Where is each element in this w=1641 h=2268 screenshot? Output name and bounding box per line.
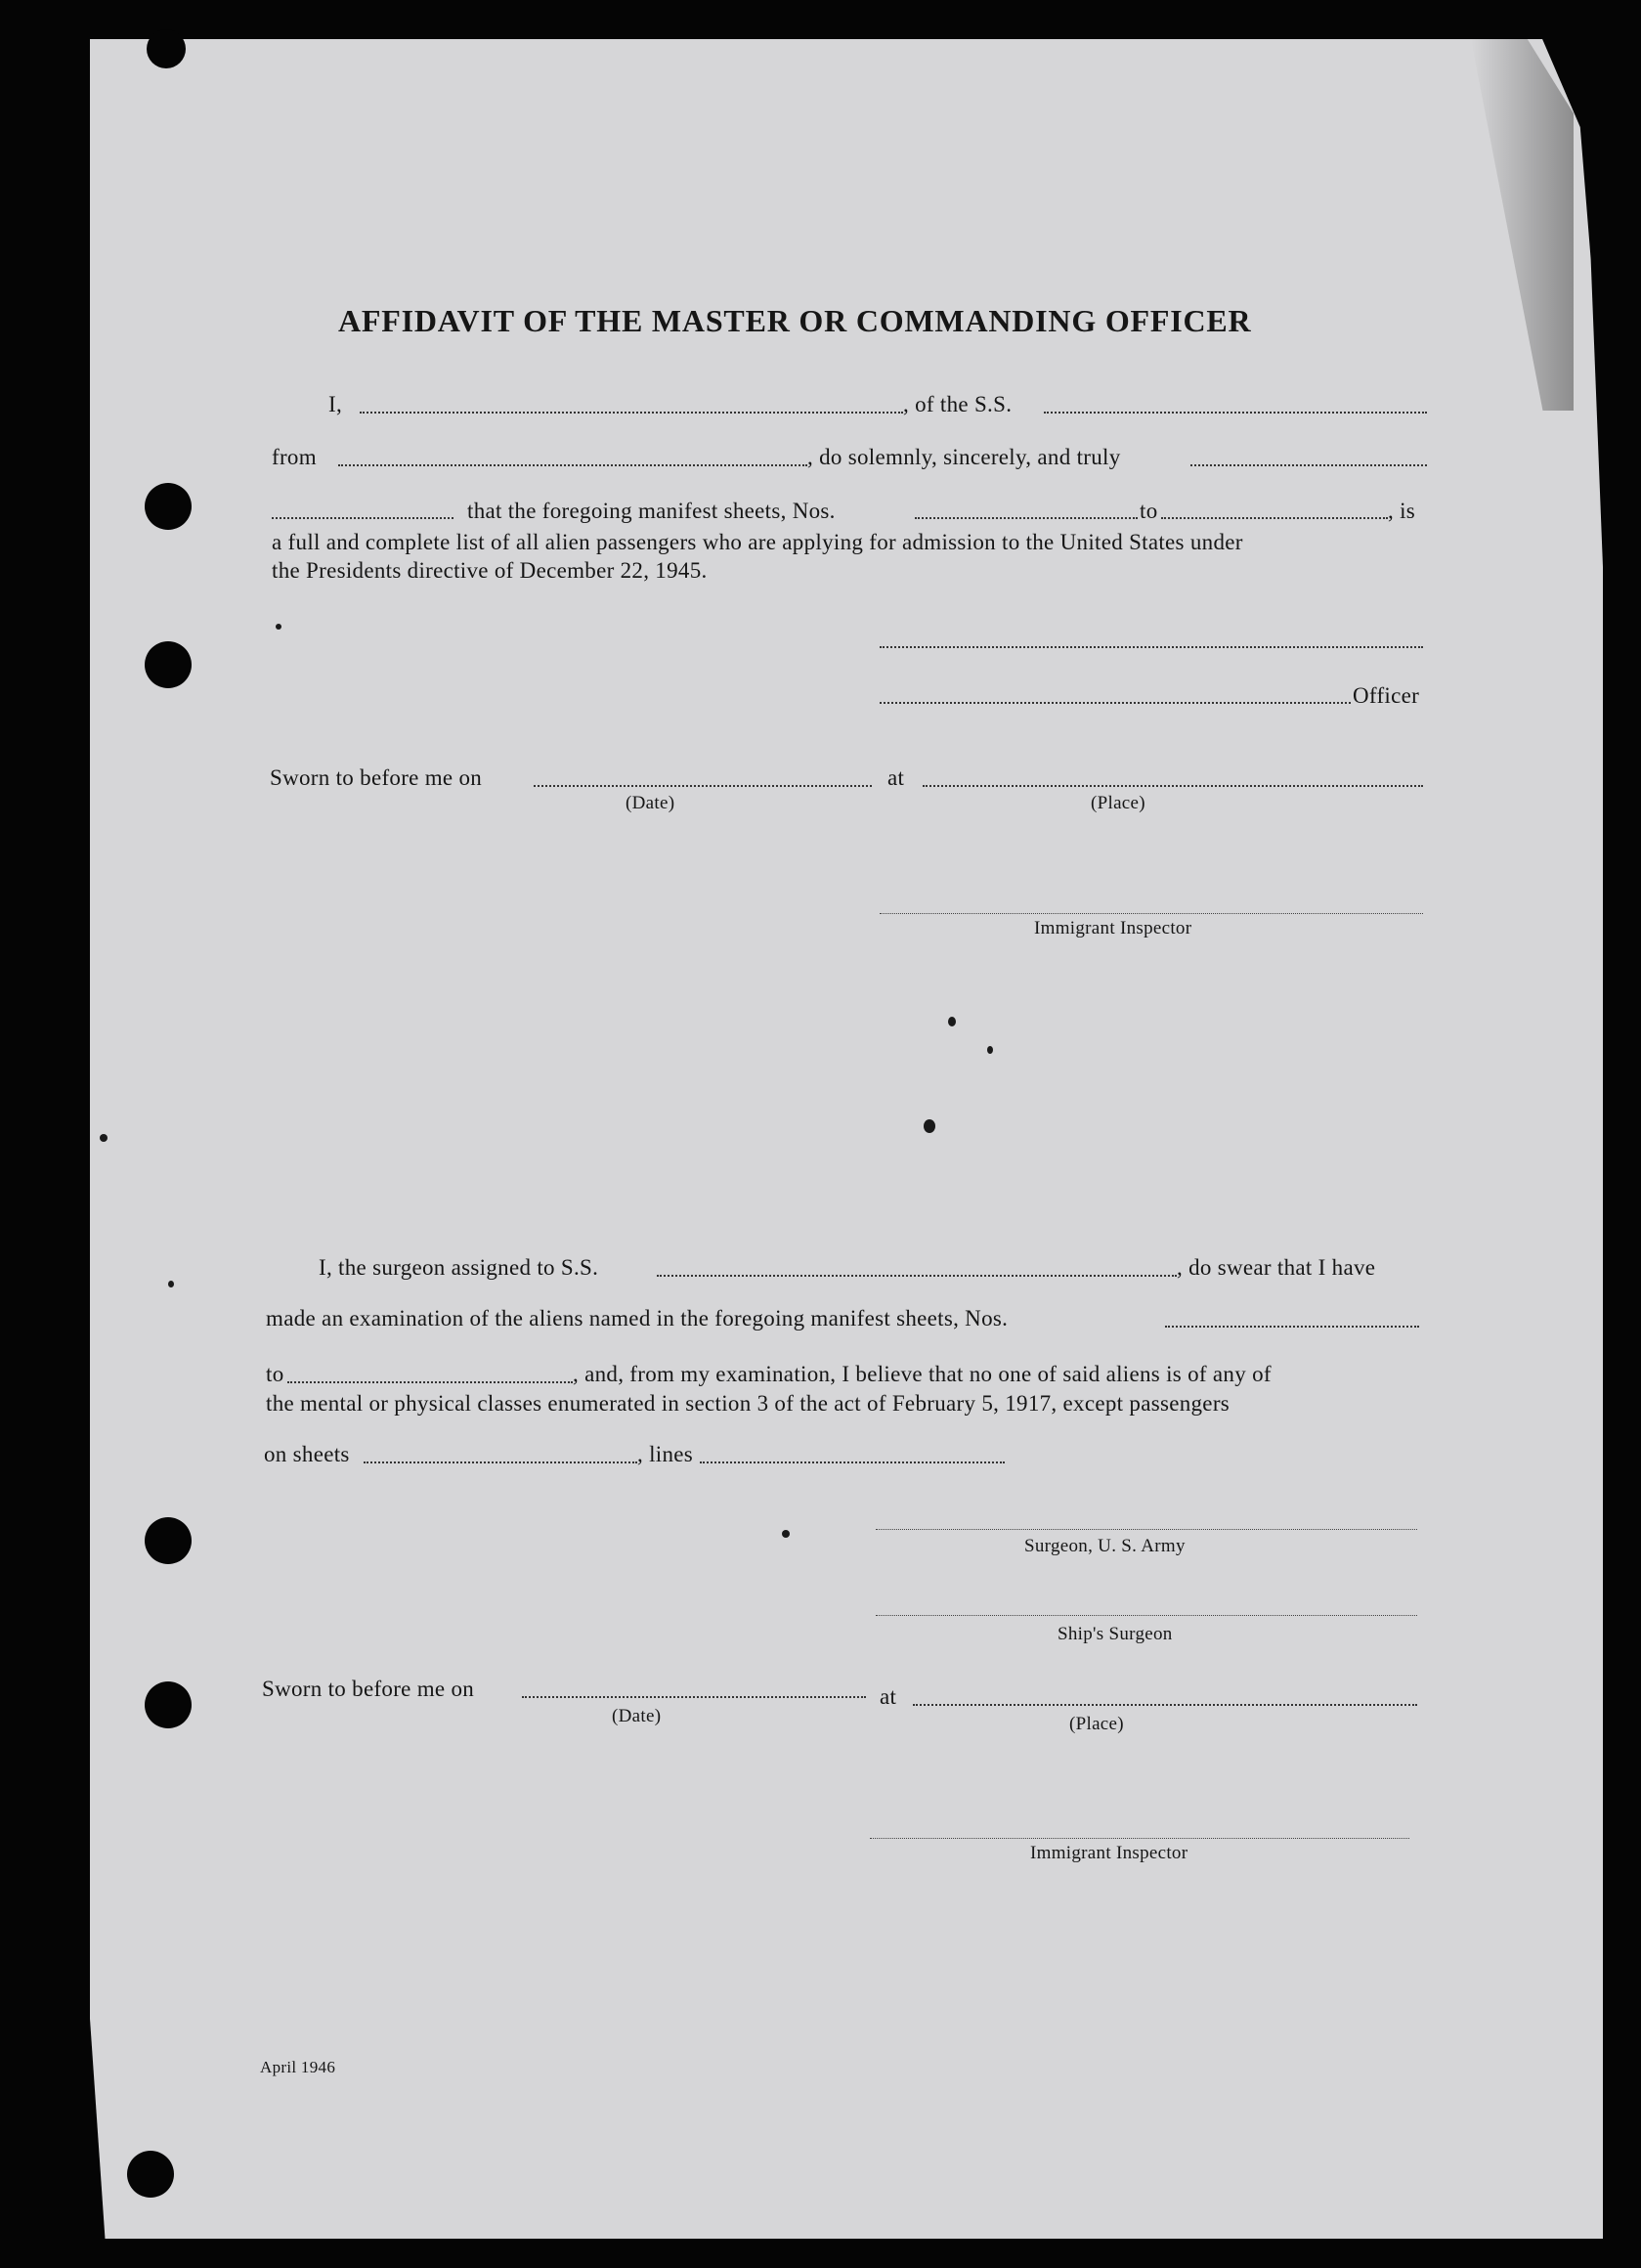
document-title: AFFIDAVIT OF THE MASTER OR COMMANDING OFFICER [338, 303, 1252, 338]
ink-speck [168, 1281, 174, 1287]
surgeon-statement-line: made an examination of the aliens named in the foregoing manifest sheets, Nos. [266, 1306, 1009, 1330]
ink-speck [276, 624, 281, 630]
surgeon-sworn-place-field[interactable] [913, 1704, 1417, 1706]
master-nos-to-field[interactable] [1161, 517, 1388, 519]
ink-speck [948, 1017, 956, 1026]
surgeon-statement-line: , and, from my examination, I believe that no one of said aliens is of any of [573, 1362, 1272, 1386]
master-at-label: at [887, 765, 905, 790]
surgeon-sworn-date-field[interactable] [522, 1696, 866, 1698]
master-ss-label: , of the S.S. [903, 392, 1013, 416]
master-officer-field[interactable] [880, 702, 1351, 704]
ship-surgeon-signature-field[interactable] [876, 1615, 1417, 1616]
master-name-field[interactable] [360, 412, 903, 414]
surgeon-inspector-caption: Immigrant Inspector [1030, 1843, 1188, 1863]
punch-hole [145, 483, 192, 530]
surgeon-statement-line: the mental or physical classes enumerated in section 3 of the act of February 5, 1917, except passengers [266, 1391, 1231, 1416]
document-page [90, 39, 1603, 2239]
master-from-field[interactable] [338, 464, 807, 466]
surgeon-sworn-label: Sworn to before me on [262, 1677, 475, 1701]
surgeon-at-label: at [880, 1684, 897, 1709]
master-place-caption: (Place) [1091, 793, 1145, 813]
surgeon-on-sheets-label: on sheets [264, 1442, 350, 1466]
master-ship-field[interactable] [1044, 412, 1427, 414]
punch-hole [127, 2151, 174, 2198]
master-inspector-signature-field[interactable] [880, 913, 1423, 914]
surgeon-inspector-signature-field[interactable] [870, 1838, 1409, 1839]
master-statement-line: a full and complete list of all alien passengers who are applying for admission to the United States under [272, 530, 1243, 554]
master-foregoing-label: that the foregoing manifest sheets, Nos. [467, 499, 836, 523]
master-sworn-date-field[interactable] [534, 785, 872, 787]
master-statement-line: the Presidents directive of December 22, 1945. [272, 558, 708, 583]
surgeon-swear-label: , do swear that I have [1177, 1255, 1376, 1280]
ink-speck [782, 1530, 790, 1538]
master-inspector-caption: Immigrant Inspector [1034, 918, 1192, 938]
master-is-label: , is [1388, 499, 1416, 523]
surgeon-to-label: to [266, 1362, 284, 1386]
officer-label: Officer [1353, 683, 1420, 708]
master-to-label: to [1140, 499, 1158, 523]
surgeon-sheets-field[interactable] [364, 1461, 637, 1463]
surgeon-place-caption: (Place) [1069, 1714, 1124, 1734]
ink-speck [924, 1119, 935, 1133]
form-date: April 1946 [260, 2058, 336, 2076]
ink-speck [100, 1134, 108, 1142]
ink-speck [987, 1046, 993, 1054]
punch-hole [145, 641, 192, 688]
master-i-label: I, [328, 392, 343, 416]
master-signature-field[interactable] [880, 646, 1423, 648]
ship-surgeon-caption: Ship's Surgeon [1058, 1624, 1173, 1644]
surgeon-lines-label: , lines [637, 1442, 694, 1466]
army-surgeon-caption: Surgeon, U. S. Army [1024, 1536, 1186, 1556]
army-surgeon-signature-field[interactable] [876, 1529, 1417, 1530]
master-date-caption: (Date) [626, 793, 675, 813]
master-nos-from-field[interactable] [915, 517, 1138, 519]
punch-hole [145, 1517, 192, 1564]
punch-hole [145, 1681, 192, 1728]
master-sworn-label: Sworn to before me on [270, 765, 483, 790]
master-oath-word-field[interactable] [272, 517, 453, 519]
surgeon-date-caption: (Date) [612, 1706, 662, 1726]
master-sworn-place-field[interactable] [923, 785, 1423, 787]
surgeon-i-label: I, the surgeon assigned to S.S. [319, 1255, 599, 1280]
master-solemn-label: , do solemnly, sincerely, and truly [807, 445, 1121, 469]
master-from-label: from [272, 445, 317, 469]
surgeon-ship-field[interactable] [657, 1275, 1177, 1277]
surgeon-nos-to-field[interactable] [287, 1381, 573, 1383]
punch-hole [147, 29, 186, 68]
surgeon-nos-from-field[interactable] [1165, 1326, 1419, 1328]
surgeon-lines-field[interactable] [700, 1461, 1005, 1463]
master-oath-field[interactable] [1190, 464, 1427, 466]
